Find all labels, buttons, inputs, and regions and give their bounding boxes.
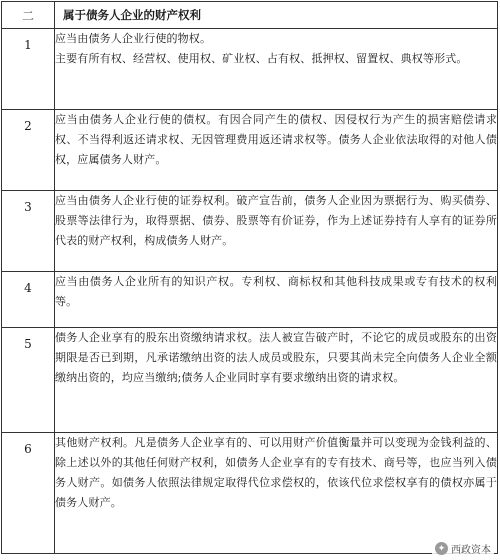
- row-number-cell: [2, 433, 55, 554]
- row-paragraph: 主要有所有权、经营权、使用权、矿业权、占有权、抵押权、留置权、典权等形式。: [55, 52, 468, 65]
- row-content: [55, 328, 498, 433]
- row-number: 3: [24, 200, 32, 214]
- row-number: 4: [24, 281, 32, 295]
- table-row: [2, 328, 498, 433]
- table-header-row: [2, 2, 498, 29]
- row-content: [55, 272, 498, 328]
- row-number-cell: [2, 110, 55, 191]
- row-paragraph: 应当由债务人企业行使的物权。: [55, 32, 212, 45]
- table-row: [2, 272, 498, 328]
- row-paragraph: 应当由债务人企业行使的证券权利。破产宣告前，债务人企业因为票据行为、购买债券、股票等法律行为，取得票据、债券、股票等有价证券，作为上述证券持有人享有的证券所代表的财产权利，构成债务人财产。: [55, 194, 497, 247]
- table-row: [2, 29, 498, 110]
- row-number: 6: [24, 442, 32, 456]
- row-paragraph: 应当由债务人企业行使的债权。有因合同产生的债权、因侵权行为产生的损害赔偿请求权、不当得利返还请求权、无因管理费用返还请求权等。债务人企业依法取得的对他人债权，应属债务人财产。: [55, 113, 497, 166]
- section-number: 二: [21, 8, 34, 23]
- row-content: [55, 29, 498, 110]
- row-number: 2: [24, 119, 32, 133]
- watermark: [432, 540, 494, 557]
- row-content: [55, 110, 498, 191]
- watermark-text: 西政资本: [451, 545, 491, 556]
- row-number: 5: [24, 337, 32, 351]
- wechat-logo-icon: ✦: [435, 542, 448, 555]
- section-number-cell: [2, 2, 55, 29]
- row-number: 1: [24, 38, 32, 52]
- row-number-cell: [2, 328, 55, 433]
- row-content: [55, 191, 498, 272]
- row-paragraph: 债务人企业享有的股东出资缴纳请求权。法人被宣告破产时，不论它的成员或股东的出资期限是否已到期，凡承诺缴纳出资的法人成员或股东，只要其尚未完全向债务人企业全额缴纳出资的，均应当缴纳;债务人企业同时享有要求缴纳出资的请求权。: [55, 331, 497, 384]
- property-rights-table: [1, 1, 498, 554]
- row-paragraph: 其他财产权利。凡是债务人企业享有的、可以用财产价值衡量并可以变现为金钱利益的、除上述以外的其他任何财产权利，如债务人企业享有的专有技术、商号等，也应当列入债务人财产。如债务人依照法律规定取得代位求偿权的，依该代位求偿权享有的债权亦属于债务人财产。: [55, 436, 497, 509]
- table-row: [2, 110, 498, 191]
- table-row: [2, 433, 498, 554]
- row-content: [55, 433, 498, 554]
- row-number-cell: [2, 272, 55, 328]
- row-number-cell: [2, 191, 55, 272]
- table-row: [2, 191, 498, 272]
- section-title: 属于债务人企业的财产权利: [55, 2, 498, 29]
- row-paragraph: 应当由债务人企业所有的知识产权。专利权、商标权和其他科技成果或专有技术的权利等。: [55, 275, 497, 308]
- row-number-cell: [2, 29, 55, 110]
